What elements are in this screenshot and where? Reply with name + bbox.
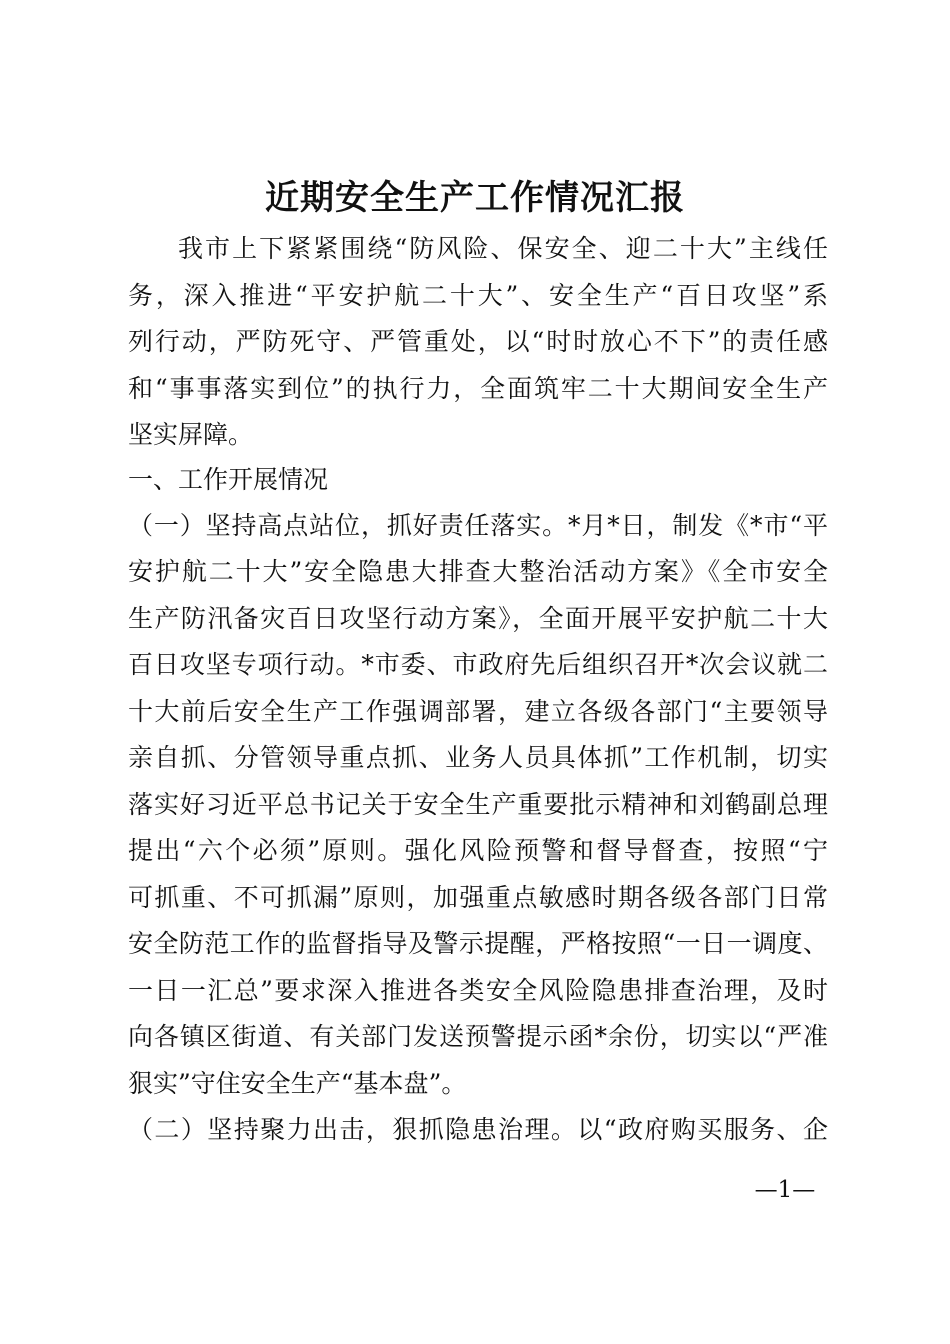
- paragraph-line: 百日攻坚专项行动。*市委、市政府先后组织召开*次会议就二: [128, 650, 828, 679]
- intro-line: 务，深入推进“平安护航二十大”、安全生产“百日攻坚”系: [128, 281, 828, 310]
- paragraph-line: （一）坚持高点站位，抓好责任落实。*月*日，制发《*市“平: [128, 511, 828, 540]
- paragraph-line: 一日一汇总”要求深入推进各类安全风险隐患排查治理，及时: [128, 976, 828, 1005]
- paragraph-line: 提出“六个必须”原则。强化风险预警和督导督查，按照“宁: [128, 836, 828, 865]
- paragraph-line: 亲自抓、分管领导重点抓、业务人员具体抓”工作机制，切实: [128, 743, 828, 772]
- paragraph-line: 落实好习近平总书记关于安全生产重要批示精神和刘鹤副总理: [128, 790, 828, 819]
- section-heading: 一、工作开展情况: [128, 465, 329, 494]
- document-title: 近期安全生产工作情况汇报: [265, 178, 685, 218]
- paragraph-line: 向各镇区街道、有关部门发送预警提示函*余份，切实以“严准: [128, 1022, 828, 1051]
- paragraph-line: 安护航二十大”安全隐患大排查大整治活动方案》《全市安全: [128, 557, 828, 586]
- paragraph-line: 狠实”守住安全生产“基本盘”。: [128, 1069, 467, 1098]
- subsection-2-paragraph: （二）坚持聚力出击，狠抓隐患治理。以“政府购买服务、企: [128, 1115, 828, 1144]
- intro-line: 和“事事落实到位”的执行力，全面筑牢二十大期间安全生产: [128, 374, 828, 403]
- intro-line: 坚实屏障。: [128, 420, 254, 449]
- page-number: —1—: [754, 1177, 816, 1203]
- paragraph-line: 可抓重、不可抓漏”原则，加强重点敏感时期各级各部门日常: [128, 883, 828, 912]
- paragraph-line: 生产防汛备灾百日攻坚行动方案》，全面开展平安护航二十大: [128, 604, 828, 633]
- intro-line: 列行动，严防死守、严管重处，以“时时放心不下”的责任感: [128, 327, 828, 356]
- paragraph-line: 安全防范工作的监督指导及警示提醒，严格按照“一日一调度、: [128, 929, 828, 958]
- intro-line: 我市上下紧紧围绕“防风险、保安全、迎二十大”主线任: [178, 234, 828, 263]
- paragraph-line: 十大前后安全生产工作强调部署，建立各级各部门“主要领导: [128, 697, 828, 726]
